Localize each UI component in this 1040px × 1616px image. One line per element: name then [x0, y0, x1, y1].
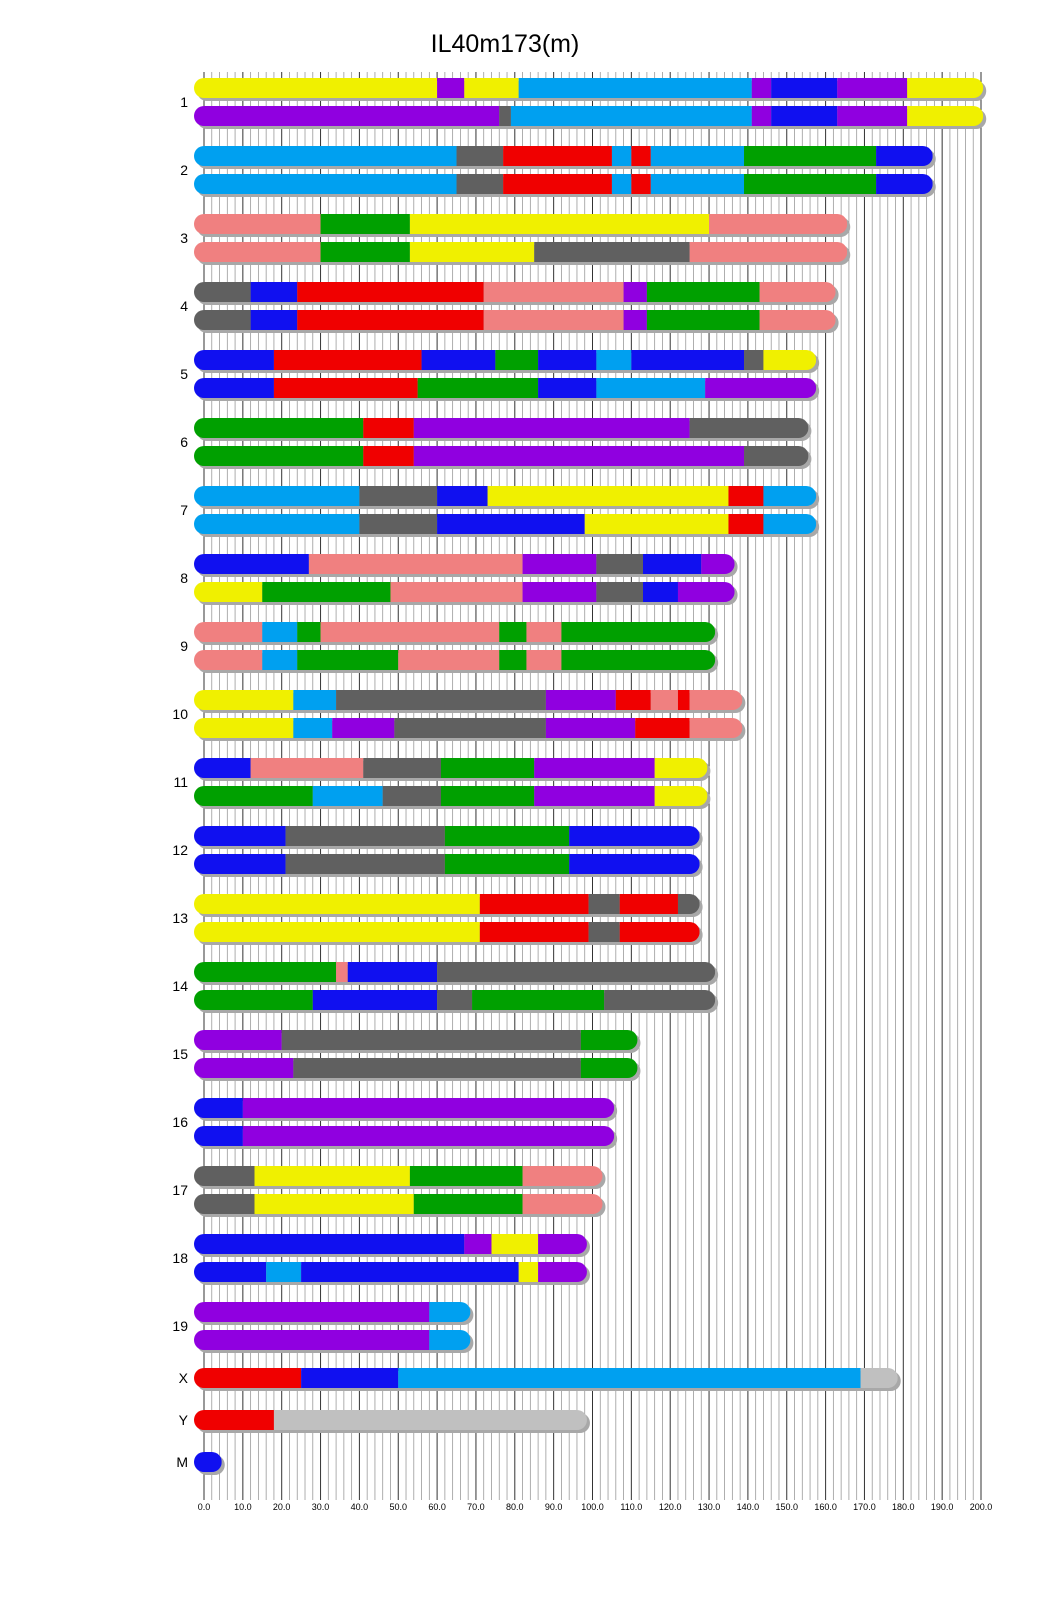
haplotype-segment — [771, 78, 837, 98]
x-tick-label: 130.0 — [697, 1502, 721, 1512]
haplotype-bar — [194, 378, 816, 398]
haplotype-segment — [194, 990, 313, 1010]
haplotype-segment — [744, 446, 808, 466]
chromosome-label: 12 — [172, 842, 188, 858]
haplotype-segment — [286, 854, 445, 874]
x-tick-label: 0.0 — [197, 1502, 211, 1512]
haplotype-segment — [744, 350, 763, 370]
haplotype-segment — [194, 1302, 429, 1322]
haplotype-segment — [194, 718, 293, 738]
haplotype-bar — [194, 242, 847, 262]
haplotype-segment — [429, 1302, 470, 1322]
haplotype-segment — [336, 690, 546, 710]
haplotype-segment — [620, 922, 700, 942]
haplotype-segment — [313, 990, 437, 1010]
haplotype-segment — [499, 650, 526, 670]
haplotype-bar — [194, 350, 816, 370]
haplotype-segment — [321, 242, 410, 262]
haplotype-segment — [907, 106, 983, 126]
haplotype-bar — [194, 282, 836, 302]
haplotype-segment — [534, 758, 654, 778]
haplotype-segment — [194, 242, 321, 262]
haplotype-segment — [414, 1194, 523, 1214]
chromosome-label: 13 — [172, 910, 188, 926]
haplotype-segment — [194, 854, 286, 874]
haplotype-segment — [297, 310, 483, 330]
haplotype-segment — [760, 310, 836, 330]
haplotype-segment — [631, 146, 650, 166]
chromosome-label: 2 — [180, 162, 188, 178]
haplotype-bar — [194, 622, 715, 642]
chromosome-label: 10 — [172, 706, 188, 722]
haplotype-bar — [194, 1262, 587, 1282]
haplotype-segment — [194, 214, 321, 234]
haplotype-segment — [464, 78, 518, 98]
chromosome-label: 18 — [172, 1250, 188, 1266]
haplotype-segment — [255, 1194, 414, 1214]
haplotype-segment — [301, 1368, 398, 1388]
x-tick-label: 190.0 — [930, 1502, 954, 1512]
haplotype-segment — [363, 758, 441, 778]
haplotype-segment — [752, 106, 771, 126]
chromosome-label: 8 — [180, 570, 188, 586]
haplotype-bar — [194, 690, 742, 710]
haplotype-segment — [561, 622, 715, 642]
haplotype-segment — [709, 214, 847, 234]
haplotype-segment — [837, 78, 907, 98]
haplotype-segment — [194, 1058, 293, 1078]
haplotype-segment — [651, 146, 744, 166]
chromosome-label: 1 — [180, 94, 188, 110]
x-tick-label: 120.0 — [658, 1502, 682, 1512]
haplotype-bar — [194, 1452, 222, 1472]
haplotype-segment — [546, 718, 635, 738]
haplotype-segment — [612, 174, 631, 194]
haplotype-segment — [523, 1166, 603, 1186]
haplotype-segment — [336, 962, 348, 982]
chromosome-label: 7 — [180, 502, 188, 518]
haplotype-bar — [194, 418, 808, 438]
haplotype-segment — [194, 486, 359, 506]
haplotype-segment — [194, 282, 251, 302]
haplotype-segment — [876, 174, 933, 194]
haplotype-segment — [445, 826, 569, 846]
haplotype-segment — [464, 1234, 491, 1254]
haplotype-bar — [194, 894, 700, 914]
haplotype-segment — [194, 1368, 301, 1388]
haplotype-segment — [363, 446, 414, 466]
haplotype-segment — [624, 310, 647, 330]
haplotype-segment — [763, 486, 816, 506]
haplotype-segment — [262, 582, 390, 602]
haplotype-segment — [414, 446, 744, 466]
x-tick-label: 160.0 — [814, 1502, 837, 1512]
haplotype-bar — [194, 718, 742, 738]
haplotype-segment — [194, 826, 286, 846]
haplotype-bar — [194, 582, 735, 602]
haplotype-segment — [503, 146, 612, 166]
haplotype-segment — [837, 106, 907, 126]
haplotype-segment — [437, 962, 715, 982]
haplotype-segment — [728, 514, 763, 534]
haplotype-segment — [546, 690, 616, 710]
haplotype-segment — [534, 786, 654, 806]
haplotype-segment — [596, 582, 643, 602]
haplotype-bar — [194, 758, 707, 778]
haplotype-segment — [480, 894, 589, 914]
haplotype-segment — [194, 106, 499, 126]
haplotype-segment — [744, 146, 876, 166]
haplotype-segment — [457, 174, 504, 194]
haplotype-bar — [194, 1410, 587, 1430]
haplotype-segment — [293, 690, 336, 710]
haplotype-segment — [596, 554, 643, 574]
chromosome-label: Y — [178, 1412, 188, 1428]
haplotype-segment — [581, 1058, 638, 1078]
haplotype-bar — [194, 990, 715, 1010]
chromosome-label: 11 — [173, 774, 188, 790]
haplotype-segment — [194, 758, 251, 778]
chromosome-label: M — [176, 1454, 188, 1470]
x-tick-label: 90.0 — [544, 1502, 563, 1512]
haplotype-bar — [194, 922, 700, 942]
haplotype-segment — [495, 350, 538, 370]
haplotype-segment — [701, 554, 734, 574]
chromosome-label: 16 — [172, 1114, 188, 1130]
haplotype-segment — [297, 622, 320, 642]
haplotype-segment — [690, 718, 743, 738]
haplotype-segment — [266, 1262, 301, 1282]
haplotype-segment — [457, 146, 504, 166]
haplotype-segment — [534, 242, 689, 262]
haplotype-segment — [678, 690, 690, 710]
haplotype-segment — [620, 894, 678, 914]
haplotype-segment — [484, 282, 624, 302]
haplotype-segment — [194, 78, 437, 98]
haplotype-segment — [313, 786, 383, 806]
haplotype-bar — [194, 1368, 898, 1388]
haplotype-bar — [194, 554, 735, 574]
haplotype-segment — [194, 446, 363, 466]
x-tick-label: 30.0 — [311, 1502, 330, 1512]
haplotype-segment — [503, 174, 612, 194]
haplotype-segment — [297, 650, 398, 670]
haplotype-segment — [643, 554, 701, 574]
haplotype-segment — [445, 854, 569, 874]
haplotype-segment — [394, 718, 546, 738]
haplotype-segment — [538, 378, 596, 398]
haplotype-bar — [194, 146, 933, 166]
haplotype-segment — [763, 514, 816, 534]
haplotype-bar — [194, 1126, 614, 1146]
haplotype-bar — [194, 174, 933, 194]
chromosome-label: 19 — [172, 1318, 188, 1334]
haplotype-segment — [643, 582, 678, 602]
haplotype-segment — [569, 826, 699, 846]
haplotype-segment — [523, 554, 597, 574]
haplotype-segment — [596, 378, 705, 398]
haplotype-segment — [441, 758, 534, 778]
haplotype-bar — [194, 486, 816, 506]
x-tick-label: 80.0 — [506, 1502, 524, 1512]
haplotype-bar — [194, 1166, 603, 1186]
haplotype-segment — [441, 786, 534, 806]
haplotype-segment — [194, 922, 480, 942]
haplotype-segment — [194, 1166, 255, 1186]
haplotype-segment — [589, 922, 620, 942]
haplotype-segment — [194, 310, 251, 330]
haplotype-bar — [194, 826, 700, 846]
haplotype-segment — [251, 282, 298, 302]
haplotype-bar — [194, 1194, 603, 1214]
haplotype-segment — [519, 1262, 538, 1282]
haplotype-segment — [437, 486, 488, 506]
haplotype-segment — [262, 650, 297, 670]
x-tick-label: 50.0 — [389, 1502, 408, 1512]
chromosome-label: 14 — [172, 978, 188, 994]
haplotype-segment — [359, 514, 437, 534]
haplotype-segment — [390, 582, 522, 602]
haplotype-bar — [194, 962, 715, 982]
haplotype-segment — [596, 350, 631, 370]
haplotype-bar — [194, 1058, 637, 1078]
haplotype-segment — [398, 1368, 860, 1388]
haplotype-bar — [194, 650, 715, 670]
haplotype-segment — [274, 1410, 587, 1430]
haplotype-segment — [523, 582, 597, 602]
haplotype-segment — [348, 962, 437, 982]
bars-layer — [194, 78, 986, 1475]
haplotype-segment — [678, 582, 735, 602]
haplotype-segment — [194, 378, 274, 398]
haplotype-segment — [631, 174, 650, 194]
haplotype-segment — [678, 894, 700, 914]
chromosome-label: 9 — [180, 638, 188, 654]
haplotype-segment — [194, 146, 457, 166]
x-tick-label: 110.0 — [620, 1502, 643, 1512]
haplotype-bar — [194, 78, 983, 98]
haplotype-segment — [728, 486, 763, 506]
haplotype-segment — [194, 1452, 222, 1472]
haplotype-segment — [526, 622, 561, 642]
haplotype-segment — [422, 350, 496, 370]
haplotype-segment — [251, 758, 364, 778]
x-tick-label: 60.0 — [428, 1502, 446, 1512]
haplotype-segment — [194, 786, 313, 806]
haplotype-segment — [194, 174, 457, 194]
haplotype-segment — [194, 1030, 282, 1050]
haplotype-segment — [194, 962, 336, 982]
haplotype-segment — [243, 1126, 614, 1146]
haplotype-segment — [771, 106, 837, 126]
haplotype-segment — [519, 78, 752, 98]
x-tick-label: 170.0 — [853, 1502, 876, 1512]
haplotype-segment — [194, 1126, 243, 1146]
haplotype-segment — [763, 350, 816, 370]
haplotype-segment — [437, 990, 472, 1010]
haplotype-segment — [194, 1098, 243, 1118]
haplotype-segment — [690, 690, 743, 710]
haplotype-segment — [194, 622, 262, 642]
haplotype-segment — [651, 690, 678, 710]
haplotype-segment — [647, 282, 760, 302]
chromosome-label: 6 — [180, 434, 188, 450]
x-tick-label: 10.0 — [234, 1502, 252, 1512]
haplotype-segment — [647, 310, 760, 330]
haplotype-bar — [194, 514, 816, 534]
haplotype-segment — [631, 350, 744, 370]
haplotype-segment — [255, 1166, 410, 1186]
haplotype-segment — [194, 582, 262, 602]
haplotype-bar — [194, 310, 836, 330]
haplotype-segment — [760, 282, 836, 302]
haplotype-segment — [538, 1234, 587, 1254]
haplotype-segment — [282, 1030, 581, 1050]
haplotype-segment — [472, 990, 604, 1010]
haplotype-bar — [194, 1302, 470, 1322]
haplotype-segment — [398, 650, 499, 670]
haplotype-segment — [538, 350, 596, 370]
haplotype-segment — [286, 826, 445, 846]
haplotype-segment — [624, 282, 647, 302]
x-tick-label: 150.0 — [775, 1502, 799, 1512]
haplotype-segment — [690, 418, 809, 438]
haplotype-segment — [194, 1330, 429, 1350]
haplotype-segment — [511, 106, 752, 126]
haplotype-bar — [194, 106, 983, 126]
haplotype-bar — [194, 1234, 587, 1254]
haplotype-segment — [480, 922, 589, 942]
haplotype-segment — [499, 106, 511, 126]
haplotype-segment — [523, 1194, 603, 1214]
haplotype-segment — [194, 1410, 274, 1430]
haplotype-segment — [410, 242, 534, 262]
haplotype-segment — [526, 650, 561, 670]
x-tick-label: 70.0 — [467, 1502, 485, 1512]
haplotype-segment — [589, 894, 620, 914]
haplotype-segment — [262, 622, 297, 642]
haplotype-bar — [194, 446, 808, 466]
haplotype-bar — [194, 214, 847, 234]
chromosome-label: X — [178, 1370, 188, 1386]
haplotype-segment — [321, 622, 500, 642]
haplotype-segment — [491, 1234, 538, 1254]
haplotype-segment — [297, 282, 483, 302]
haplotype-segment — [410, 1166, 523, 1186]
haplotype-segment — [194, 554, 309, 574]
haplotype-segment — [332, 718, 394, 738]
x-tick-label: 40.0 — [350, 1502, 369, 1512]
haplotype-segment — [194, 418, 363, 438]
haplotype-bar — [194, 1030, 637, 1050]
haplotype-segment — [359, 486, 437, 506]
haplotype-segment — [274, 350, 422, 370]
haplotype-segment — [861, 1368, 898, 1388]
chromosome-label: 17 — [172, 1182, 188, 1198]
chart-title: IL40m173(m) — [430, 30, 580, 58]
chromosome-label: 4 — [180, 298, 188, 314]
haplotype-segment — [635, 718, 689, 738]
x-tick-label: 200.0 — [969, 1502, 993, 1512]
haplotype-segment — [194, 350, 274, 370]
haplotype-segment — [410, 214, 709, 234]
haplotype-bar — [194, 854, 700, 874]
haplotype-segment — [293, 718, 332, 738]
haplotype-segment — [194, 894, 480, 914]
haplotype-segment — [488, 486, 729, 506]
haplotype-bar — [194, 1330, 470, 1350]
haplotype-segment — [194, 1194, 255, 1214]
chromosome-label: 5 — [180, 366, 188, 382]
x-tick-label: 20.0 — [272, 1502, 291, 1512]
haplotype-bar — [194, 786, 707, 806]
haplotype-segment — [581, 1030, 638, 1050]
haplotype-segment — [437, 514, 585, 534]
haplotype-segment — [744, 174, 876, 194]
haplotype-segment — [612, 146, 631, 166]
haplotype-segment — [321, 214, 410, 234]
haplotype-bar — [194, 1098, 614, 1118]
haplotype-segment — [484, 310, 624, 330]
haplotype-segment — [585, 514, 729, 534]
haplotype-segment — [655, 786, 708, 806]
haplotype-segment — [655, 758, 708, 778]
haplotype-segment — [383, 786, 441, 806]
chromosome-label: 3 — [180, 230, 188, 246]
chromosome-label: 15 — [172, 1046, 188, 1062]
x-tick-label: 180.0 — [892, 1502, 915, 1512]
haplotype-segment — [604, 990, 715, 1010]
haplotype-segment — [616, 690, 651, 710]
haplotype-segment — [243, 1098, 614, 1118]
haplotype-segment — [907, 78, 983, 98]
x-tick-label: 140.0 — [736, 1502, 760, 1512]
haplotype-segment — [194, 650, 262, 670]
haplotype-segment — [309, 554, 523, 574]
haplotype-segment — [363, 418, 414, 438]
x-tick-label: 100.0 — [581, 1502, 604, 1512]
haplotype-segment — [194, 1262, 266, 1282]
haplotype-segment — [414, 418, 690, 438]
haplotype-segment — [705, 378, 816, 398]
haplotype-segment — [752, 78, 771, 98]
haplotype-segment — [651, 174, 744, 194]
haplotype-segment — [274, 378, 418, 398]
haplotype-segment — [690, 242, 848, 262]
haplotype-segment — [561, 650, 715, 670]
haplotype-segment — [251, 310, 298, 330]
haplotype-segment — [437, 78, 464, 98]
haplotype-segment — [569, 854, 699, 874]
haplotype-segment — [876, 146, 933, 166]
haplotype-segment — [293, 1058, 580, 1078]
haplotype-segment — [499, 622, 526, 642]
haplotype-segment — [194, 1234, 464, 1254]
haplotype-segment — [194, 690, 293, 710]
haplotype-segment — [538, 1262, 587, 1282]
haplotype-segment — [418, 378, 538, 398]
haplotype-segment — [429, 1330, 470, 1350]
haplotype-segment — [301, 1262, 519, 1282]
haplotype-segment — [194, 514, 359, 534]
